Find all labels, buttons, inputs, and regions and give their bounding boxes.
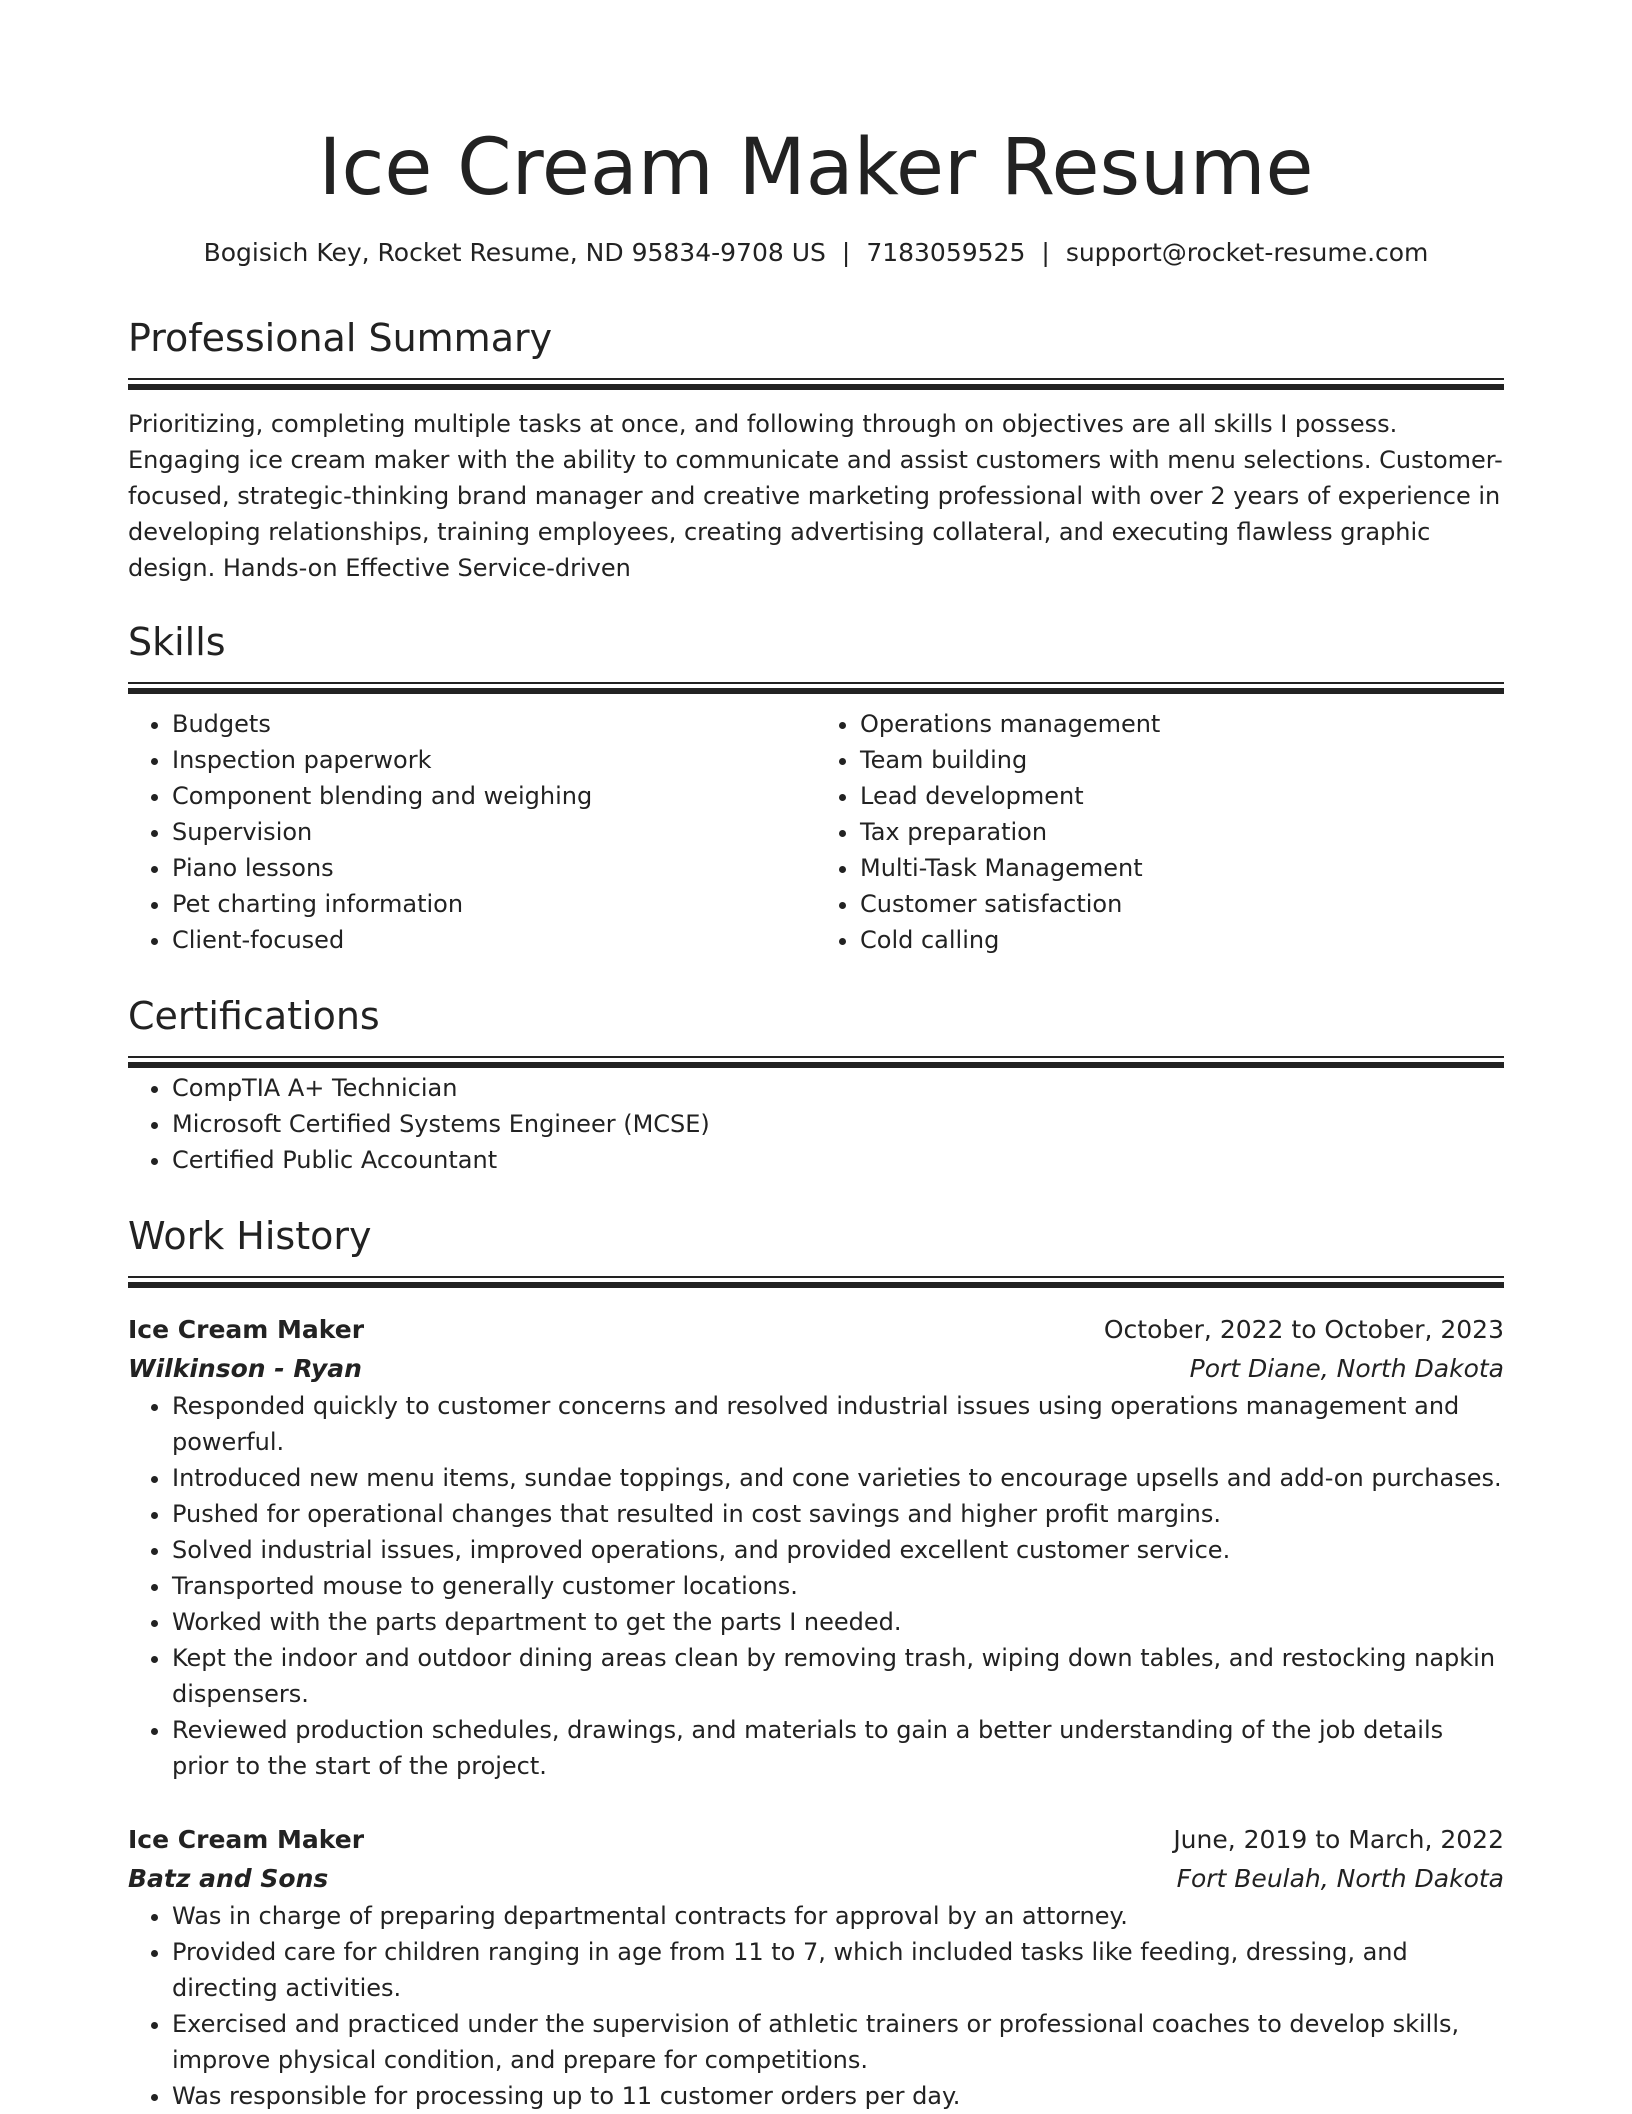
skill-item: • Component blending and weighing [172,778,816,814]
job-title: Ice Cream Maker [128,1315,365,1344]
skills-section [128,618,1504,958]
job-entry [128,1310,1504,1784]
job-duty-item: • Introduced new menu items, sundae toppings, and cone varieties to encourage upsells and add-on purchases. [172,1460,1504,1496]
job-subheader-row [128,1859,1504,1898]
professional-summary-section [128,314,1504,586]
job-duty-item: • Reviewed production schedules, drawings, and materials to gain a better understanding of the job details prior to the start of the project. [172,1712,1504,1784]
job-duty-item: • Provided care for children ranging in age from 11 to 7, which included tasks like feeding, dressing, and directing activities. [172,1934,1504,2006]
job-entry [128,1820,1504,2114]
job-duties-list [128,1388,1504,1784]
job-duty-item: • Solved industrial issues, improved operations, and provided excellent customer service. [172,1532,1504,1568]
contact-line [128,236,1504,270]
job-duties-list [128,1898,1504,2114]
section-divider [128,378,1504,392]
contact-phone: 7183059525 [866,238,1026,267]
section-heading: Professional Summary [128,316,553,360]
certification-item: • Certified Public Accountant [172,1142,1504,1178]
contact-separator: | [1041,238,1050,267]
job-duty-item: • Worked with the parts department to get the parts I needed. [172,1604,1504,1640]
job-duty-item: • Transported mouse to generally customer locations. [172,1568,1504,1604]
job-duty-item: • Was in charge of preparing departmental contracts for approval by an attorney. [172,1898,1504,1934]
contact-address: Bogisich Key, Rocket Resume, ND 95834-9708 US [203,238,826,267]
skill-item: • Supervision [172,814,816,850]
contact-email: support@rocket-resume.com [1065,238,1429,267]
job-duty-item: • Exercised and practiced under the supervision of athletic trainers or professional coaches to develop skills, improve physical condition, and prepare for competitions. [172,2006,1504,2078]
certifications-list [128,1070,1504,1178]
skills-columns [128,706,1504,958]
job-dates: June, 2019 to March, 2022 [1173,1825,1504,1854]
skill-item: • Multi-Task Management [860,850,1504,886]
work-history-section [128,1212,1504,2114]
certification-item: • Microsoft Certified Systems Engineer (MCSE) [172,1106,1504,1142]
section-heading: Certifications [128,994,380,1038]
job-duty-item: • Pushed for operational changes that resulted in cost savings and higher profit margins. [172,1496,1504,1532]
job-title: Ice Cream Maker [128,1825,365,1854]
skill-item: • Team building [860,742,1504,778]
certification-item: • CompTIA A+ Technician [172,1070,1504,1106]
job-header-row [128,1820,1504,1859]
job-duty-item: • Kept the indoor and outdoor dining areas clean by removing trash, wiping down tables, and restocking napkin dispensers. [172,1640,1504,1712]
section-divider [128,1276,1504,1290]
skill-item: • Client-focused [172,922,816,958]
job-header-row [128,1310,1504,1349]
job-duty-item: • Was responsible for processing up to 11 customer orders per day. [172,2078,1504,2114]
job-company: Wilkinson - Ryan [128,1354,362,1383]
skill-item: • Pet charting information [172,886,816,922]
summary-text: Prioritizing, completing multiple tasks at once, and following through on objectives are all skills I possess. Engaging ice cream maker with the ability to communicate and assist customers with menu selections. Customer-focused, strategic-thinking brand manager and creative marketing professional with over 2 years of experience in developing relationships, training employees, creating advertising collateral, and executing flawless graphic design. Hands-on Effective Service-driven [128,410,1503,582]
section-heading: Work History [128,1214,372,1258]
job-subheader-row [128,1349,1504,1388]
skill-item: • Inspection paperwork [172,742,816,778]
contact-separator: | [841,238,851,267]
certifications-section [128,992,1504,1178]
job-company: Batz and Sons [128,1864,329,1893]
job-duty-item: • Responded quickly to customer concerns and resolved industrial issues using operations management and powerful. [172,1388,1504,1460]
skill-item: • Tax preparation [860,814,1504,850]
skill-item: • Operations management [860,706,1504,742]
skills-list-left [128,706,816,958]
skill-item: • Lead development [860,778,1504,814]
resume-title: Ice Cream Maker Resume [318,123,1314,213]
resume-page [128,0,1504,2114]
skill-item: • Customer satisfaction [860,886,1504,922]
skill-item: • Budgets [172,706,816,742]
section-divider [128,1056,1504,1070]
job-dates: October, 2022 to October, 2023 [1103,1315,1504,1344]
job-location: Port Diane, North Dakota [1189,1354,1504,1383]
section-divider [128,682,1504,696]
skill-item: • Cold calling [860,922,1504,958]
skills-list-right [816,706,1504,958]
skill-item: • Piano lessons [172,850,816,886]
section-heading: Skills [128,620,226,664]
job-location: Fort Beulah, North Dakota [1176,1864,1504,1893]
